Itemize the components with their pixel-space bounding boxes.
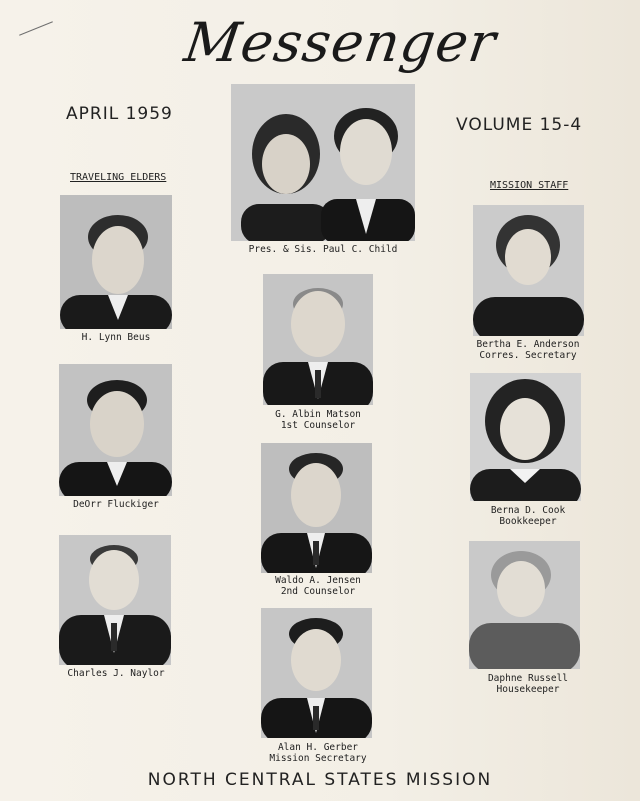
counselor-photo xyxy=(263,274,373,405)
staff-name: Bertha E. Anderson xyxy=(476,339,580,350)
counselor-caption xyxy=(248,409,388,431)
elder-caption xyxy=(48,668,184,679)
issue-volume: VOLUME 15-4 xyxy=(456,115,583,135)
staff-name: Daphne Russell xyxy=(487,673,569,684)
issue-date: APRIL 1959 xyxy=(66,104,173,124)
staff-photo xyxy=(470,373,581,501)
counselor-caption xyxy=(248,575,388,597)
elder-name: H. Lynn Beus xyxy=(81,332,151,343)
president-caption-text: Pres. & Sis. Paul C. Child xyxy=(248,244,398,255)
staff-name: Berna D. Cook xyxy=(490,505,566,516)
mission-staff-heading: MISSION STAFF xyxy=(490,180,569,191)
counselor-name: Waldo A. Jensen xyxy=(275,575,361,586)
traveling-elders-heading: TRAVELING ELDERS xyxy=(70,172,167,183)
secretary-photo xyxy=(261,608,372,738)
elder-name: Charles J. Naylor xyxy=(67,668,165,679)
staff-caption xyxy=(458,505,598,527)
counselor-role: 2nd Counselor xyxy=(280,586,356,597)
staff-role: Housekeeper xyxy=(496,684,560,695)
counselor-name: G. Albin Matson xyxy=(275,409,361,420)
counselor-photo xyxy=(261,443,372,573)
pencil-mark xyxy=(19,21,53,35)
president-caption xyxy=(220,244,426,255)
president-couple-photo xyxy=(231,84,415,241)
mission-footer: NORTH CENTRAL STATES MISSION xyxy=(147,770,493,790)
elder-photo xyxy=(60,195,172,329)
elder-caption xyxy=(48,332,184,343)
staff-photo xyxy=(469,541,580,669)
elder-caption xyxy=(48,499,184,510)
counselor-role: 1st Counselor xyxy=(280,420,356,431)
masthead-title: Messenger xyxy=(180,11,501,74)
elder-photo xyxy=(59,535,171,665)
staff-role: Bookkeeper xyxy=(499,516,557,527)
staff-photo xyxy=(473,205,584,336)
secretary-name: Alan H. Gerber xyxy=(277,742,359,753)
secretary-role: Mission Secretary xyxy=(269,753,367,764)
secretary-caption xyxy=(243,742,393,764)
staff-caption xyxy=(458,673,598,695)
staff-role: Corres. Secretary xyxy=(479,350,577,361)
elder-photo xyxy=(59,364,172,496)
elder-name: DeOrr Fluckiger xyxy=(73,499,159,510)
staff-caption xyxy=(458,339,598,361)
